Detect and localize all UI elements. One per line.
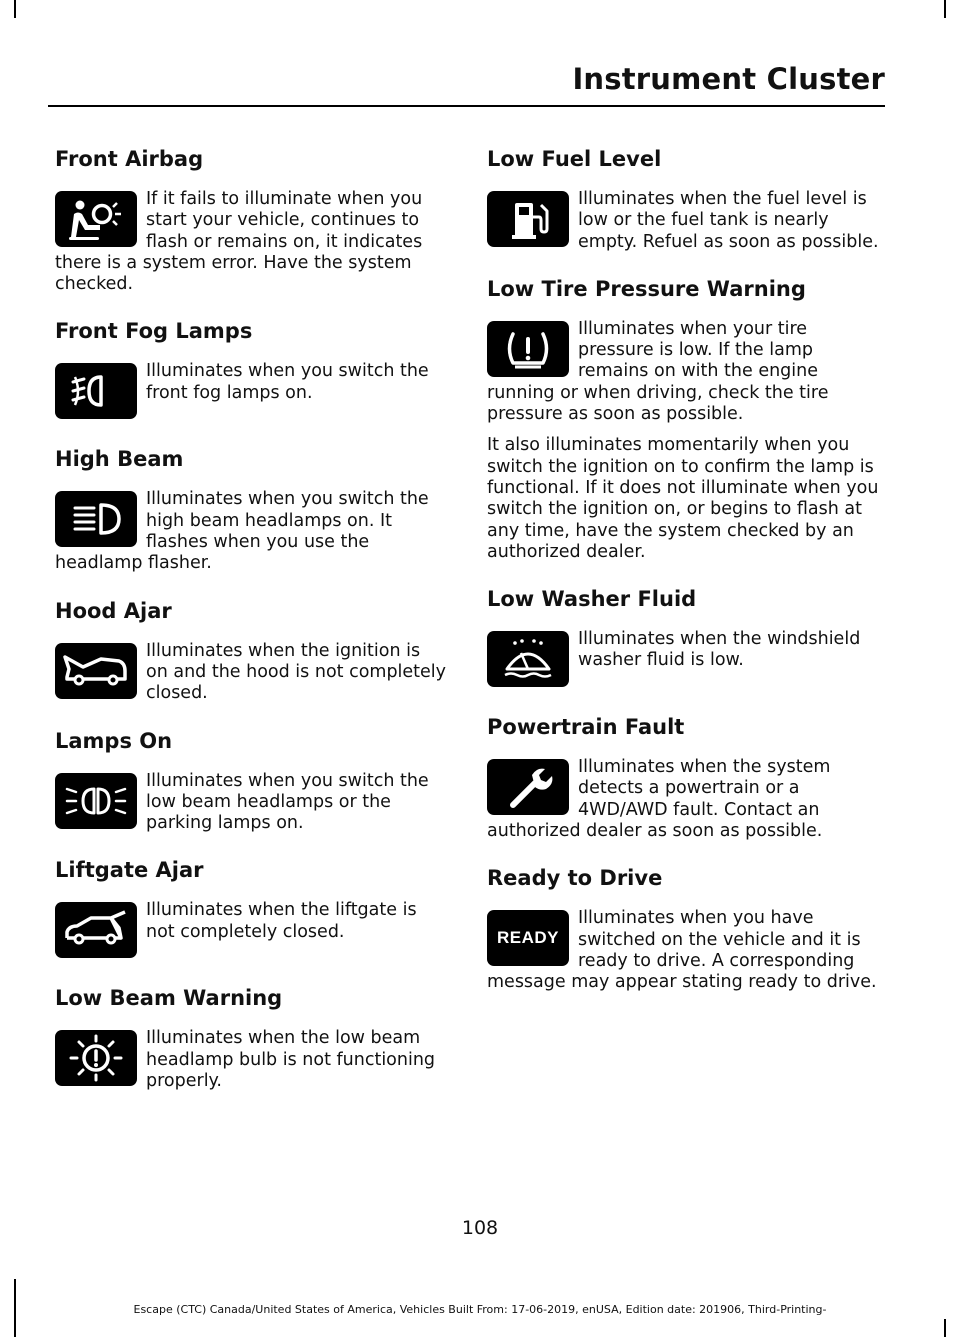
section-powertrain-fault [487, 713, 879, 842]
section-heading: Low Fuel Level [487, 147, 662, 171]
section-heading: Low Beam Warning [55, 986, 283, 1011]
left-column [55, 145, 447, 1114]
section-lamps-on [55, 727, 447, 835]
ready-icon-label: READY [496, 928, 559, 948]
section-extra-text: It also illuminates momentarily when you switch the ignition on to confirm the lamp is functional. If it does not illuminate when you switch the ignition on, or begins to flash at any time, have the system checked by an authorized dealer. [487, 435, 879, 562]
page-title: Instrument Cluster [572, 62, 885, 96]
section-text: Illuminates when the system detects a powertrain or a 4WD/AWD fault. Contact an authorized dealer as soon as possible. [487, 757, 831, 842]
airbag-icon [55, 191, 137, 247]
section-heading: Low Tire Pressure Warning [487, 276, 806, 301]
section-text: Illuminates when you switch the high beam headlamps on. It flashes when you use the headlamp flasher. [55, 489, 429, 574]
section-text: Illuminates when the fuel level is low or the fuel tank is nearly empty. Refuel as soon as possible. [578, 189, 879, 252]
tire-pressure-icon [487, 321, 569, 377]
section-heading: Front Airbag [55, 147, 204, 171]
section-heading: Powertrain Fault [487, 715, 685, 740]
washer-fluid-icon [487, 631, 569, 687]
fuel-pump-icon [487, 191, 569, 247]
high-beam-icon [55, 491, 137, 547]
front-fog-lamp-icon [55, 363, 137, 419]
footer-text: Escape (CTC) Canada/United States of America, Vehicles Built From: 17-06-2019, enUSA, Edition date: 201906, Third-Printing- [133, 1303, 827, 1316]
section-liftgate-ajar [55, 856, 447, 962]
section-heading: Hood Ajar [55, 598, 172, 623]
section-text: Illuminates when you switch the front fog lamps on. [146, 361, 429, 403]
header-divider [48, 105, 885, 107]
hood-ajar-icon [55, 643, 137, 699]
section-hood-ajar [55, 597, 447, 705]
section-high-beam [55, 445, 447, 574]
section-low-washer-fluid [487, 585, 879, 691]
section-heading: High Beam [55, 447, 184, 472]
bulb-warning-icon [55, 1030, 137, 1086]
crop-mark-top-left [14, 0, 16, 18]
wrench-icon [487, 759, 569, 815]
ready-icon [487, 910, 569, 966]
section-heading: Front Fog Lamps [55, 319, 253, 344]
section-low-fuel-level [487, 145, 879, 253]
section-low-tire-pressure [487, 275, 879, 563]
section-text: If it fails to illuminate when you start your vehicle, continues to flash or remains on, it indicates there is a system error. Have the system checked. [55, 189, 423, 295]
liftgate-ajar-icon [55, 902, 137, 958]
section-text: Illuminates when the liftgate is not completely closed. [146, 900, 417, 942]
low-beam-lamps-icon [55, 773, 137, 829]
section-heading: Low Washer Fluid [487, 587, 697, 612]
crop-mark-top-right [944, 0, 946, 18]
section-heading: Lamps On [55, 728, 173, 753]
page-number: 108 [461, 1217, 499, 1239]
section-text: Illuminates when the windshield washer fluid is low. [578, 629, 861, 671]
section-text: Illuminates when the ignition is on and the hood is not completely closed. [146, 640, 447, 704]
section-text: Illuminates when you switch the low beam headlamps or the parking lamps on. [146, 770, 429, 834]
section-text: Illuminates when the low beam headlamp bulb is not functioning properly. [146, 1028, 436, 1092]
section-heading: Liftgate Ajar [55, 858, 204, 883]
section-low-beam-warning [55, 984, 447, 1092]
section-text: Illuminates when your tire pressure is low. If the lamp remains on with the engine running or when driving, check the tire pressure as soon as possible. [487, 318, 829, 425]
crop-mark-bottom-right [944, 1319, 946, 1337]
section-heading: Ready to Drive [487, 866, 663, 891]
section-front-fog-lamps [55, 317, 447, 423]
section-text: Illuminates when you have switched on the vehicle and it is ready to drive. A corresponding message may appear stating ready to drive. [487, 908, 877, 993]
section-front-airbag [55, 145, 447, 295]
section-ready-to-drive [487, 864, 879, 993]
right-column [487, 145, 879, 1016]
